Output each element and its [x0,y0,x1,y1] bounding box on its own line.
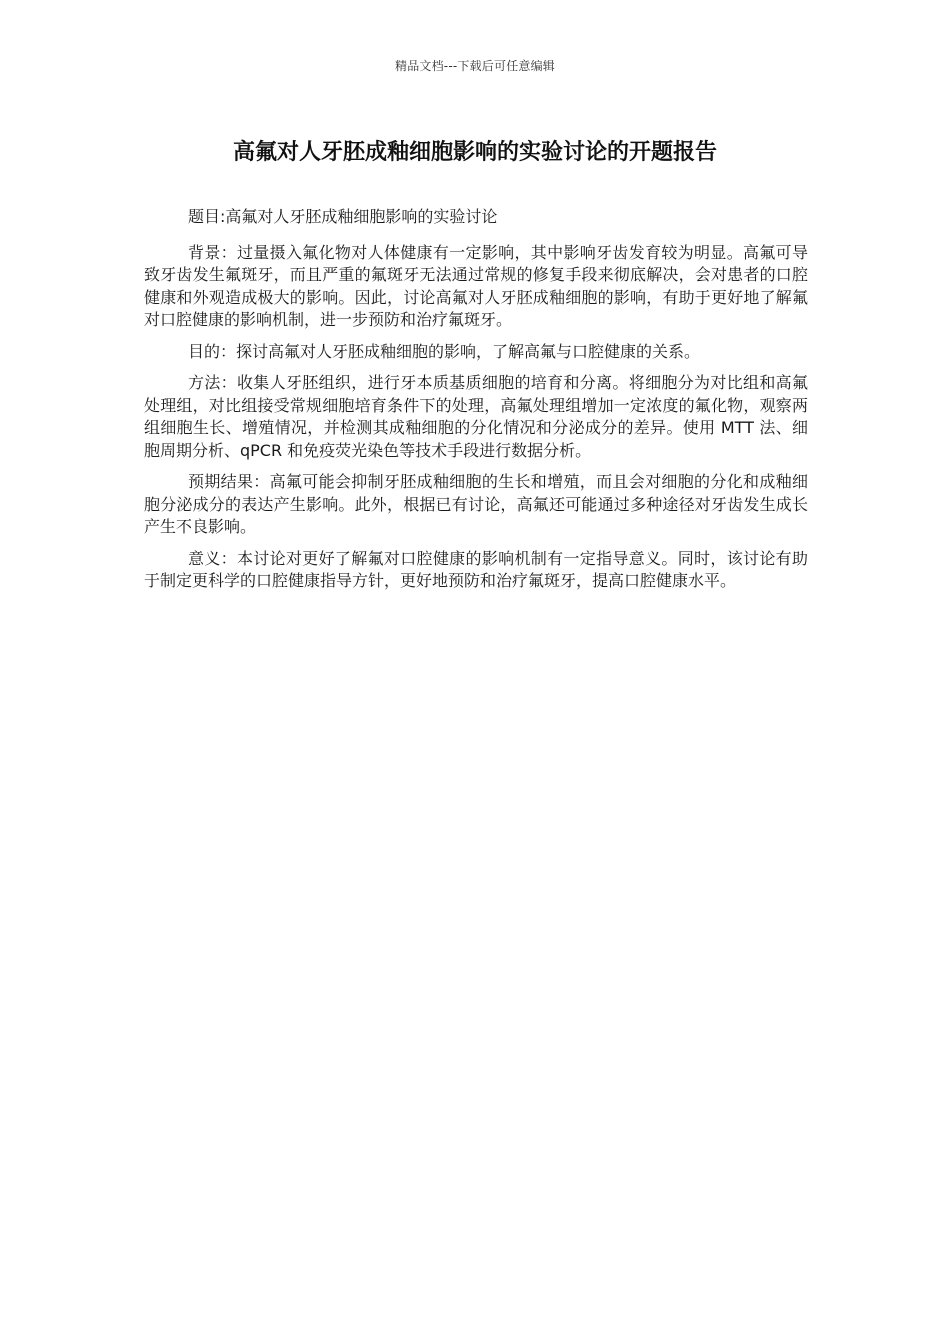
paragraph-significance: 意义：本讨论对更好了解氟对口腔健康的影响机制有一定指导意义。同时，该讨论有助于制定更科学的口腔健康指导方针，更好地预防和治疗氟斑牙，提高口腔健康水平。 [144,548,808,590]
document-title: 高氟对人牙胚成釉细胞影响的实验讨论的开题报告 [232,140,717,165]
paragraph-method: 方法：收集人牙胚组织，进行牙本质基质细胞的培育和分离。将细胞分为对比组和高氟处理组，对比组接受常规细胞培育条件下的处理，高氟处理组增加一定浓度的氟化物，观察两组细胞生长、增殖情况，并检测其成釉细胞的分化情况和分泌成分的差异。使用 MTT 法、细胞周期分析、qPCR 和免疫荧光染色等技术手段进行数据分析。 [144,373,808,460]
page-header-note: 精品文档---下载后可任意编辑 [395,59,555,73]
paragraph-background: 背景：过量摄入氟化物对人体健康有一定影响，其中影响牙齿发育较为明显。高氟可导致牙齿发生氟斑牙，而且严重的氟斑牙无法通过常规的修复手段来彻底解决，会对患者的口腔健康和外观造成极大的影响。因此，讨论高氟对人牙胚成釉细胞的影响，有助于更好地了解氟对口腔健康的影响机制，进一步预防和治疗氟斑牙。 [144,242,808,329]
paragraph-purpose: 目的：探讨高氟对人牙胚成釉细胞的影响，了解高氟与口腔健康的关系。 [188,341,701,361]
paragraph-expected-results: 预期结果：高氟可能会抑制牙胚成釉细胞的生长和增殖，而且会对细胞的分化和成釉细胞分泌成分的表达产生影响。此外，根据已有讨论，高氟还可能通过多种途径对牙齿发生成长产生不良影响。 [144,472,808,536]
paragraph-subject: 题目:高氟对人牙胚成釉细胞影响的实验讨论 [188,207,498,226]
document-body [144,206,808,602]
